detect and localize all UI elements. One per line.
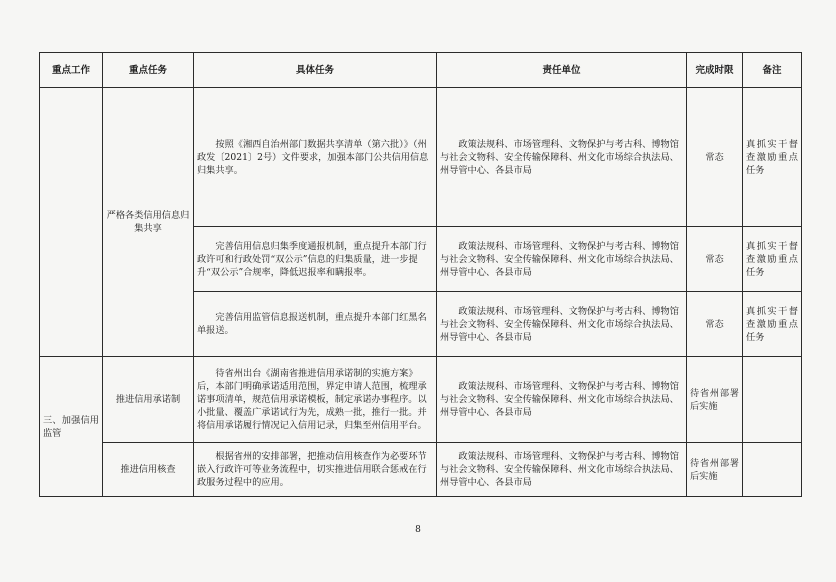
specific-task-cell: 完善信用信息归集季度通报机制，重点提升本部门行政许可和行政处罚“双公示”信息的归集质量，进一步提升“双公示”合规率，降低迟报率和瞒报率。 [194, 227, 437, 292]
header-key-work: 重点工作 [40, 53, 103, 88]
deadline-cell: 常态 [687, 227, 743, 292]
key-task-cell: 严格各类信用信息归集共享 [103, 88, 194, 357]
responsible-unit-cell: 政策法规科、市场管理科、文物保护与考古科、博物馆与社会文物科、安全传输保障科、州文化市场综合执法局、州导管中心、各县市局 [437, 227, 687, 292]
header-specific-task: 具体任务 [194, 53, 437, 88]
deadline-cell: 待省州部署后实施 [687, 443, 743, 497]
header-responsible-unit: 责任单位 [437, 53, 687, 88]
header-deadline: 完成时限 [687, 53, 743, 88]
header-note: 备注 [743, 53, 802, 88]
key-task-cell: 推进信用承诺制 [103, 357, 194, 443]
deadline-cell: 待省州部署后实施 [687, 357, 743, 443]
responsible-unit-cell: 政策法规科、市场管理科、文物保护与考古科、博物馆与社会文物科、安全传输保障科、州文化市场综合执法局、州导管中心、各县市局 [437, 443, 687, 497]
table-row [40, 88, 802, 227]
key-task-cell: 推进信用核查 [103, 443, 194, 497]
responsible-unit-cell: 政策法规科、市场管理科、文物保护与考古科、博物馆与社会文物科、安全传输保障科、州文化市场综合执法局、州导管中心、各县市局 [437, 292, 687, 357]
deadline-cell: 常态 [687, 292, 743, 357]
task-table [39, 52, 802, 497]
specific-task-cell: 待省州出台《湖南省推进信用承诺制的实施方案》后，本部门明确承诺适用范围，界定申请人范围，梳理承诺事项清单，规范信用承诺模板，制定承诺办事程序。以小批量、覆盖广承诺试行为先，成熟一批，推行一批。并将信用承诺履行情况记入信用记录，归集至州信用平台。 [194, 357, 437, 443]
note-cell: 真抓实干督查激励重点任务 [743, 227, 802, 292]
specific-task-cell: 完善信用监管信息报送机制，重点提升本部门红黑名单报送。 [194, 292, 437, 357]
specific-task-cell: 按照《湘西自治州部门数据共享清单（第六批）》（州政发〔2021〕2号）文件要求，加强本部门公共信用信息归集共享。 [194, 88, 437, 227]
header-row [40, 53, 802, 88]
key-work-cell: 三、加强信用监管 [40, 357, 103, 497]
table-row [40, 357, 802, 443]
note-cell: 真抓实干督查激励重点任务 [743, 88, 802, 227]
header-key-task: 重点任务 [103, 53, 194, 88]
responsible-unit-cell: 政策法规科、市场管理科、文物保护与考古科、博物馆与社会文物科、安全传输保障科、州文化市场综合执法局、州导管中心、各县市局 [437, 357, 687, 443]
responsible-unit-cell: 政策法规科、市场管理科、文物保护与考古科、博物馆与社会文物科、安全传输保障科、州文化市场综合执法局、州导管中心、各县市局 [437, 88, 687, 227]
note-cell: 真抓实干督查激励重点任务 [743, 292, 802, 357]
page-number: 8 [415, 525, 421, 535]
specific-task-cell: 根据省州的安排部署，把推动信用核查作为必要环节嵌入行政许可等业务流程中，切实推进信用联合惩戒在行政服务过程中的应用。 [194, 443, 437, 497]
note-cell [743, 443, 802, 497]
deadline-cell: 常态 [687, 88, 743, 227]
table-row [40, 443, 802, 497]
note-cell [743, 357, 802, 443]
key-work-cell-empty [40, 88, 103, 357]
